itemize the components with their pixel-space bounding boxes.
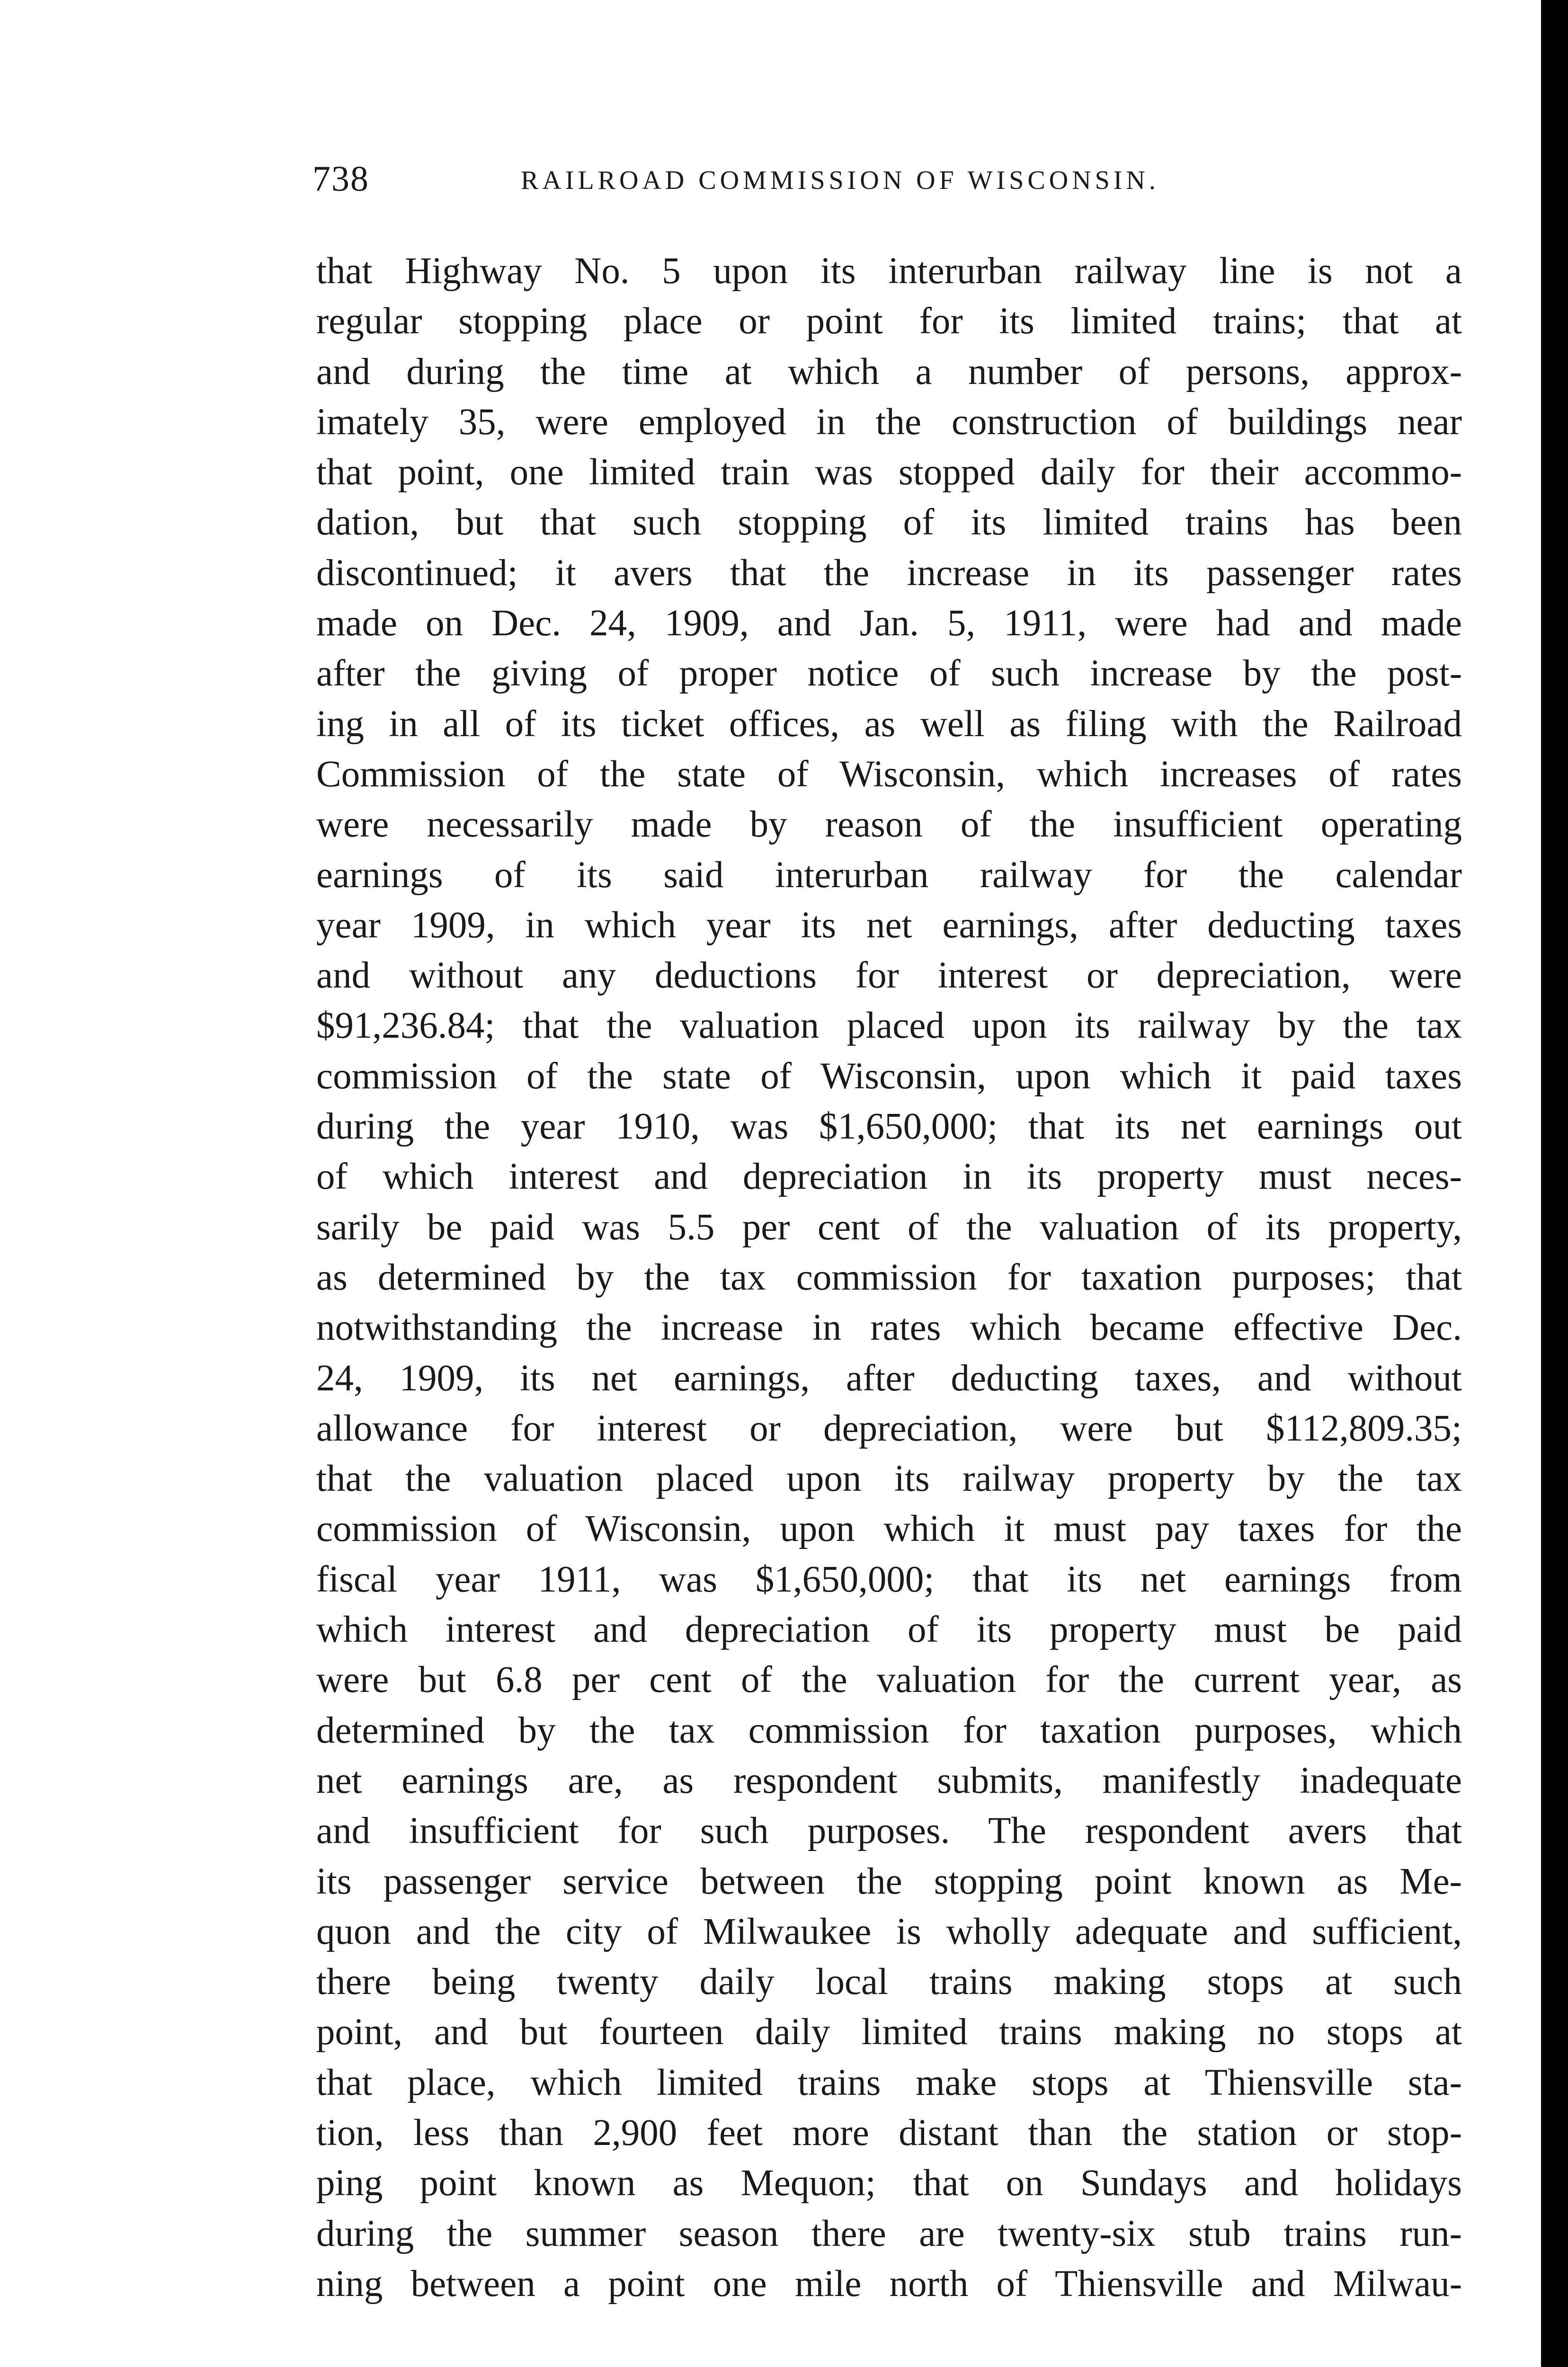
text-line: that Highway No. 5 upon its interurban railway line is not a	[316, 250, 1462, 292]
text-line: during the summer season there are twenty-six stub trains run-	[316, 2213, 1462, 2254]
text-line: fiscal year 1911, was $1,650,000; that its net earnings from	[316, 1558, 1462, 1600]
text-line: dation, but that such stopping of its limited trains has been	[316, 502, 1462, 543]
text-line: net earnings are, as respondent submits, manifestly inadequate	[316, 1760, 1462, 1801]
text-line: of which interest and depreciation in its property must neces-	[316, 1156, 1462, 1198]
text-line: that the valuation placed upon its railway property by the tax	[316, 1458, 1462, 1500]
text-line: after the giving of proper notice of such increase by the post-	[316, 653, 1462, 694]
page-number: 738	[312, 159, 369, 199]
page-header	[312, 155, 1458, 212]
text-line: were but 6.8 per cent of the valuation for the current year, as	[316, 1659, 1462, 1701]
text-line: imately 35, were employed in the construction of buildings near	[316, 401, 1462, 443]
text-line: $91,236.84; that the valuation placed upon its railway by the tax	[316, 1005, 1462, 1047]
body-text	[316, 246, 1462, 2309]
text-line: allowance for interest or depreciation, were but $112,809.35;	[316, 1407, 1462, 1449]
text-line: notwithstanding the increase in rates which became effective Dec.	[316, 1307, 1462, 1349]
text-line: there being twenty daily local trains making stops at such	[316, 1961, 1462, 2003]
text-line: and during the time at which a number of persons, approx-	[316, 351, 1462, 392]
scan-border	[1541, 0, 1568, 2367]
text-line: and insufficient for such purposes. The respondent avers that	[316, 1810, 1462, 1852]
text-line: that place, which limited trains make stops at Thiensville sta-	[316, 2062, 1462, 2103]
text-line: commission of the state of Wisconsin, upon which it paid taxes	[316, 1055, 1462, 1097]
running-head: RAILROAD COMMISSION OF WISCONSIN.	[521, 166, 1159, 195]
text-line: as determined by the tax commission for taxation purposes; that	[316, 1256, 1462, 1298]
text-line: year 1909, in which year its net earnings, after deducting taxes	[316, 904, 1462, 946]
text-line: earnings of its said interurban railway for the calendar	[316, 854, 1462, 896]
text-line: ping point known as Mequon; that on Sundays and holidays	[316, 2162, 1462, 2204]
text-line: 24, 1909, its net earnings, after deducting taxes, and without	[316, 1357, 1462, 1399]
text-line: point, and but fourteen daily limited trains making no stops at	[316, 2011, 1462, 2053]
text-line: that point, one limited train was stopped daily for their accommo-	[316, 452, 1462, 493]
text-line: and without any deductions for interest or depreciation, were	[316, 955, 1462, 997]
text-line: tion, less than 2,900 feet more distant than the station or stop-	[316, 2112, 1462, 2153]
text-line: discontinued; it avers that the increase in its passenger rates	[316, 552, 1462, 594]
text-line: ing in all of its ticket offices, as well as filing with the Railroad	[316, 703, 1462, 745]
text-line: which interest and depreciation of its property must be paid	[316, 1609, 1462, 1651]
text-line: were necessarily made by reason of the insufficient operating	[316, 804, 1462, 845]
text-line: sarily be paid was 5.5 per cent of the valuation of its property,	[316, 1206, 1462, 1248]
text-line: ning between a point one mile north of Thiensville and Milwau-	[316, 2263, 1462, 2305]
text-line: Commission of the state of Wisconsin, which increases of rates	[316, 753, 1462, 795]
text-line: its passenger service between the stopping point known as Me-	[316, 1860, 1462, 1902]
text-line: commission of Wisconsin, upon which it must pay taxes for the	[316, 1508, 1462, 1550]
text-line: regular stopping place or point for its limited trains; that at	[316, 301, 1462, 342]
text-line: made on Dec. 24, 1909, and Jan. 5, 1911, were had and made	[316, 603, 1462, 644]
text-line: quon and the city of Milwaukee is wholly adequate and sufficient,	[316, 1911, 1462, 1952]
text-line: determined by the tax commission for taxation purposes, which	[316, 1709, 1462, 1751]
text-line: during the year 1910, was $1,650,000; that its net earnings out	[316, 1106, 1462, 1148]
